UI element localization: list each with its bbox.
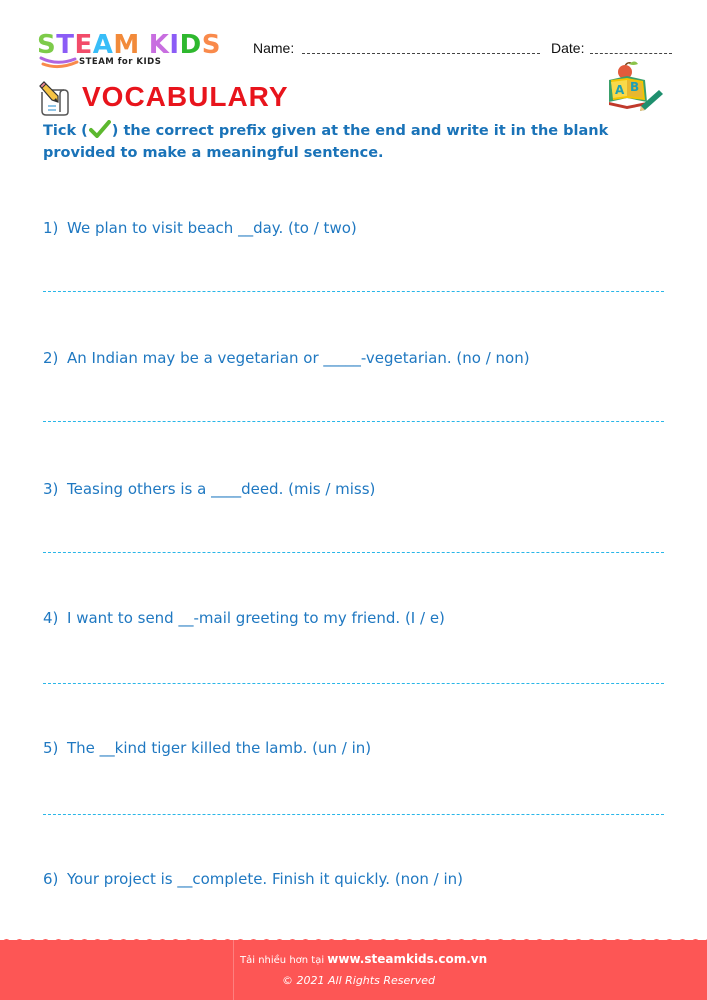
question-2 bbox=[43, 349, 530, 367]
footer-download-text bbox=[240, 952, 487, 966]
footer-divider bbox=[233, 940, 234, 1000]
question-6 bbox=[43, 870, 463, 888]
footer-website-link[interactable]: www.steamkids.com.vn bbox=[327, 952, 488, 966]
answer-line-1[interactable] bbox=[43, 291, 664, 292]
footer bbox=[0, 940, 707, 1000]
question-text: Your project is __complete. Finish it quickly. (non / in) bbox=[67, 870, 463, 888]
page-title: VOCABULARY bbox=[82, 81, 289, 112]
footer-copyright: © 2021 All Rights Reserved bbox=[282, 974, 436, 987]
date-label: Date: bbox=[551, 40, 585, 56]
answer-line-4[interactable] bbox=[43, 683, 664, 684]
answer-line-3[interactable] bbox=[43, 552, 664, 553]
svg-text:A: A bbox=[615, 83, 625, 97]
logo-letter: S bbox=[37, 30, 57, 60]
question-number: 5) bbox=[43, 739, 59, 757]
logo-letter: S bbox=[201, 30, 221, 60]
question-number: 4) bbox=[43, 609, 59, 627]
steam-kids-logo bbox=[37, 30, 237, 74]
question-text: We plan to visit beach __day. (to / two) bbox=[67, 219, 357, 237]
name-field[interactable] bbox=[302, 53, 540, 54]
instructions-body: ) the correct prefix given at the end and write it in the blank provided to make a meaningful sentence. bbox=[43, 123, 609, 161]
logo-letter: D bbox=[179, 30, 202, 60]
question-text: The __kind tiger killed the lamb. (un / in) bbox=[67, 739, 372, 757]
logo-letter: K bbox=[148, 30, 170, 60]
question-number: 1) bbox=[43, 219, 59, 237]
logo-subtitle: STEAM for KIDS bbox=[79, 57, 162, 67]
instructions-prefix: Tick ( bbox=[43, 123, 88, 139]
question-number: 2) bbox=[43, 349, 59, 367]
question-number: 6) bbox=[43, 870, 59, 888]
logo-letter: T bbox=[56, 30, 75, 60]
question-4 bbox=[43, 609, 445, 627]
svg-text:B: B bbox=[630, 80, 640, 94]
logo-swoosh-icon bbox=[39, 56, 79, 70]
logo-letter: A bbox=[92, 30, 114, 60]
logo-letter: M bbox=[113, 30, 140, 60]
abc-book-icon bbox=[605, 60, 665, 112]
logo-letter: I bbox=[169, 30, 180, 60]
question-3 bbox=[43, 480, 375, 498]
footer-prefix: Tải nhiều hơn tại bbox=[240, 955, 328, 966]
answer-line-5[interactable] bbox=[43, 814, 664, 815]
question-text: I want to send __-mail greeting to my friend. (I / e) bbox=[67, 609, 445, 627]
instructions bbox=[43, 120, 673, 164]
question-text: An Indian may be a vegetarian or _____-vegetarian. (no / non) bbox=[67, 349, 530, 367]
logo-letter: E bbox=[74, 30, 93, 60]
question-5 bbox=[43, 739, 371, 757]
question-number: 3) bbox=[43, 480, 59, 498]
pencil-paper-icon bbox=[36, 80, 74, 118]
question-text: Teasing others is a ____deed. (mis / miss) bbox=[67, 480, 376, 498]
name-label: Name: bbox=[253, 40, 295, 56]
answer-line-2[interactable] bbox=[43, 421, 664, 422]
check-icon bbox=[89, 120, 111, 138]
date-field[interactable] bbox=[590, 53, 672, 54]
question-1 bbox=[43, 219, 357, 237]
